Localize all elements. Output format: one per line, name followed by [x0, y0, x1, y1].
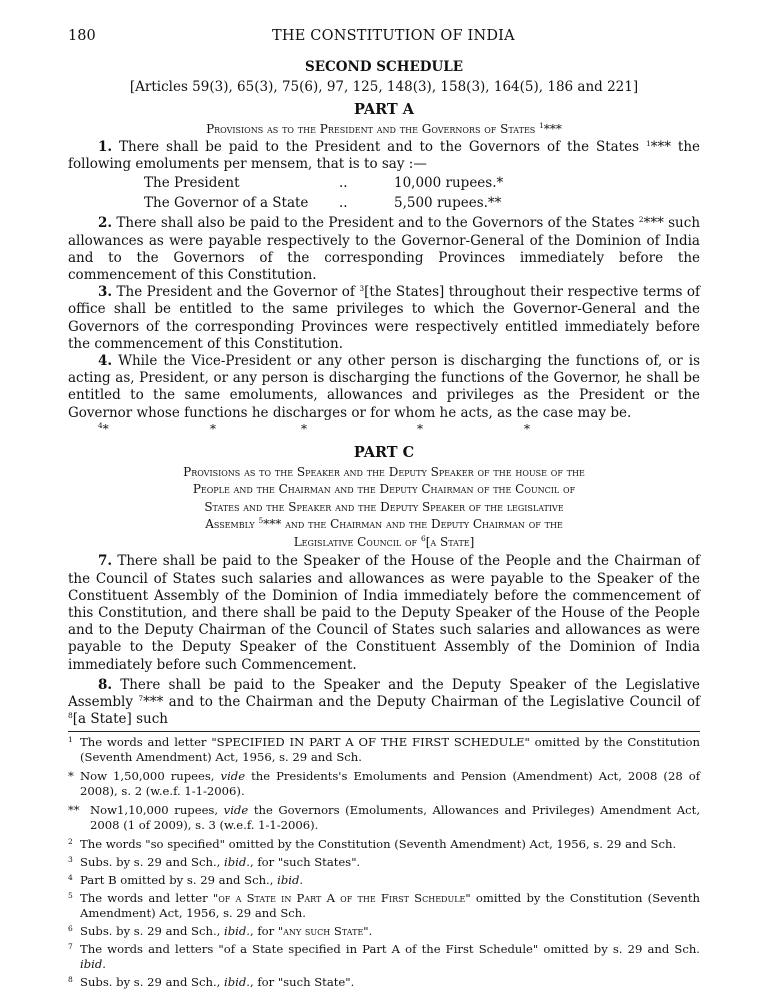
page-body	[68, 28, 700, 728]
part-c-title: PART C	[353, 443, 415, 461]
paragraph-3: 3. The President and the Governor of $^3$[the States] throughout their respective terms of office shall be entitled to the same privileges to which the Governor-General and the Governors of the corresponding Provinces were respectively entitled immediately before the commencement of this Constitution.	[68, 284, 700, 352]
footnote: 7 The words and letters "of a State specified in Part A of the First Schedule" omitted by s. 29 and Sch. ibid.	[68, 942, 700, 971]
part-a-subtitle: Provisions as to the President and the Governors of States $^1$***	[206, 121, 562, 136]
part-c-subtitle: Provisions as to the Speaker and the Deputy Speaker of the house of the People and the Chairman and the Deputy Chairman of the Council of States and the Speaker and the Deputy Speaker of the legislative Assembly $^5$*** and the Chairman and the Deputy Chairman of the Legislative Council of $^6$[a State]	[183, 464, 585, 549]
paragraph-7: 7. There shall be paid to the Speaker of the House of the People and the Chairman of the Council of States such salaries and allowances as were payable to the Speaker of the Constituent Assembly of the Dominion of India immediately before the commencement of this Constitution, and there shall be paid to the Deputy Speaker of the House of the People and to the Deputy Chairman of the Council of States such salaries and allowances as were payable to the Deputy Speaker of the Constituent Assembly of the Dominion of India immediately before such Commencement.	[68, 553, 700, 673]
footnote: 6 Subs. by s. 29 and Sch., ibid., for "any such State".	[68, 924, 373, 938]
paragraph-4: 4. While the Vice-President or any other person is discharging the functions of, or is acting as, President, or any person is discharging the functions of the Governor, he shall be entitled to the same emoluments, allowances and privileges as the President or the Governor whose functions he discharges or for whom he acts, as the case may be.	[68, 353, 700, 421]
footnote: 3 Subs. by s. 29 and Sch., ibid., for "such States".	[68, 855, 361, 869]
paragraph-1: 1. There shall be paid to the President and to the Governors of the States $^1$*** the following emoluments per mensem, that is to say :—	[68, 139, 701, 173]
paragraph-8: 8. There shall be paid to the Speaker and the Deputy Speaker of the Legislative Assembly $^7$*** and to the Chairman and the Deputy Chairman of the Legislative Council of $^8$[a State] such	[68, 676, 700, 728]
part-a-title: PART A	[354, 101, 414, 118]
footnote: * Now 1,50,000 rupees, vide the Presidents's Emoluments and Pension (Amendment) Act, 2008 (28 of 2008), s. 2 (w.e.f. 1-1-2006).	[68, 769, 700, 798]
footnote: 5 The words and letter "of a State in Part A of the First Schedule" omitted by the Constitution (Seventh Amendment) Act, 1956, s. 29 and Sch.	[68, 891, 701, 920]
emolument-row: The President .. 10,000 rupees.*	[144, 175, 504, 192]
footnote-divider	[68, 731, 700, 732]
footnotes	[68, 735, 700, 990]
running-title: THE CONSTITUTION OF INDIA	[272, 28, 515, 44]
page-number: 180	[68, 28, 96, 44]
schedule-title: SECOND SCHEDULE	[304, 59, 464, 75]
footnote: ** Now1,10,000 rupees, vide the Governors (Emoluments, Allowances and Privileges) Amendment Act, 2008 (1 of 2009), s. 3 (w.e.f. 1-1-2006).	[68, 803, 700, 832]
footnote: 8 Subs. by s. 29 and Sch., ibid., for "such State".	[68, 975, 355, 989]
footnote: 2 The words "so specified" omitted by the Constitution (Seventh Amendment) Act, 1956, s. 29 and Sch.	[68, 837, 677, 851]
omission-stars: $^4$ * * * * *	[98, 420, 530, 436]
footnote: 4 Part B omitted by s. 29 and Sch., ibid.	[68, 873, 304, 887]
emolument-row: The Governor of a State .. 5,500 rupees.**	[144, 195, 502, 212]
schedule-articles: [Articles 59(3), 65(3), 75(6), 97, 125, 148(3), 158(3), 164(5), 186 and 221]	[129, 79, 639, 95]
footnote: 1 The words and letter "SPECIFIED IN PART A OF THE FIRST SCHEDULE" omitted by the Constitution (Seventh Amendment) Act, 1956, s. 29 and Sch.	[68, 735, 700, 764]
running-header	[68, 28, 700, 48]
paragraph-2: 2. There shall also be paid to the President and to the Governors of the States $^2$*** such allowances as were payable respectively to the Governor-General of the Dominion of India and to the Governors of the corresponding Provinces immediately before the commencement of this Constitution.	[68, 215, 701, 284]
